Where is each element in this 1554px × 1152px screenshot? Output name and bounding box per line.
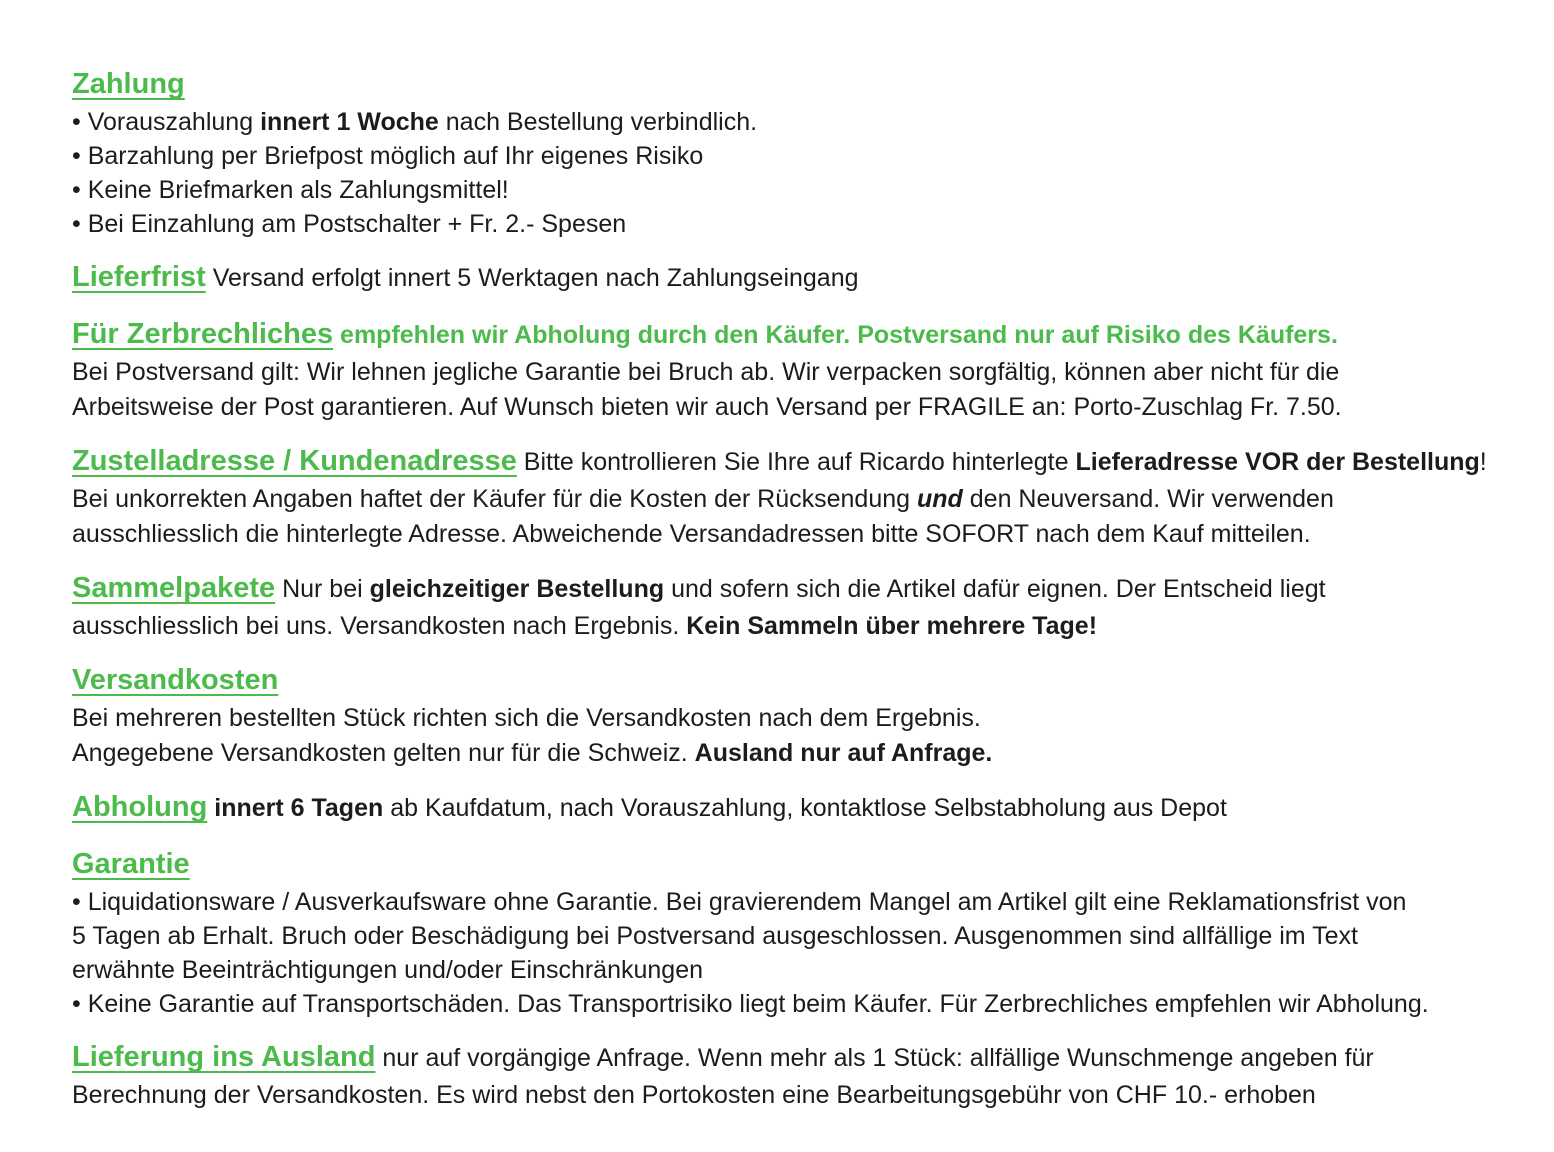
section-zahlung xyxy=(72,64,1554,241)
text-segment: ! xyxy=(1479,448,1487,476)
heading-line xyxy=(72,568,1554,609)
text-segment: nur auf vorgängige Anfrage. Wenn mehr als 1 Stück: allfällige Wunschmenge angeben für xyxy=(375,1044,1374,1072)
warranty-bullet-list xyxy=(72,885,1554,1021)
text-line: ausschliesslich die hinterlegte Adresse. Abweichende Versandadressen bitte SOFORT nach dem Kauf mitteilen. xyxy=(72,520,1311,548)
heading-line xyxy=(72,64,1554,105)
heading-line xyxy=(72,314,1554,355)
text-line xyxy=(72,736,1554,771)
section-versandkosten xyxy=(72,660,1554,771)
heading-line xyxy=(72,660,1554,701)
heading-line xyxy=(72,844,1554,885)
text-segment-bold-italic: und xyxy=(917,485,963,513)
heading-line xyxy=(72,441,1554,482)
heading-zerbrechliches: Für Zerbrechliches xyxy=(72,318,334,350)
text-segment: Bitte kontrollieren Sie Ihre auf Ricardo hinterlegte xyxy=(516,448,1076,476)
text-segment-bold: Lieferadresse VOR der Bestellung xyxy=(1075,448,1480,476)
text-segment-bold: Kein Sammeln über mehrere Tage! xyxy=(686,612,1098,640)
bullet-vorauszahlung xyxy=(72,105,1554,139)
bullet-barzahlung: • Barzahlung per Briefpost möglich auf Ihr eigenes Risiko xyxy=(72,142,704,170)
text-segment: Bei unkorrekten Angaben haftet der Käufer für die Kosten der Rücksendung xyxy=(72,485,917,513)
text-segment: nach Bestellung verbindlich. xyxy=(438,108,758,136)
text-line xyxy=(72,482,1554,517)
payment-bullet-list xyxy=(72,105,1554,241)
bullet-liquidationsware-line2: 5 Tagen ab Erhalt. Bruch oder Beschädigung bei Postversand ausgeschlossen. Ausgenommen sind allfällige im Text xyxy=(72,922,1358,950)
text-segment: den Neuversand. Wir verwenden xyxy=(962,485,1334,513)
text-segment: Versand erfolgt innert 5 Werktagen nach Zahlungseingang xyxy=(205,264,859,292)
section-lieferfrist xyxy=(72,257,1554,298)
text-line: Arbeitsweise der Post garantieren. Auf Wunsch bieten wir auch Versand per FRAGILE an: Porto-Zuschlag Fr. 7.50. xyxy=(72,393,1342,421)
text-segment-bold: Ausland nur auf Anfrage. xyxy=(694,739,993,767)
section-lieferung-ausland xyxy=(72,1037,1554,1113)
heading-line xyxy=(72,257,1554,298)
text-segment: • Vorauszahlung xyxy=(72,108,261,136)
heading-line xyxy=(72,787,1554,828)
heading-lieferung-ausland: Lieferung ins Ausland xyxy=(72,1041,376,1073)
bullet-liquidationsware-line3: erwähnte Beeinträchtigungen und/oder Einschränkungen xyxy=(72,956,704,984)
text-line: Bei Postversand gilt: Wir lehnen jegliche Garantie bei Bruch ab. Wir verpacken sorgfältig, können aber nicht für die xyxy=(72,358,1340,386)
section-abholung xyxy=(72,787,1554,828)
text-segment: ausschliesslich bei uns. Versandkosten nach Ergebnis. xyxy=(72,612,687,640)
text-segment-bold: innert 6 Tagen xyxy=(207,794,384,822)
section-zustelladresse xyxy=(72,441,1554,552)
heading-zahlung: Zahlung xyxy=(72,68,185,100)
heading-sammelpakete: Sammelpakete xyxy=(72,572,276,604)
text-line: Berechnung der Versandkosten. Es wird nebst den Portokosten eine Bearbeitungsgebühr von CHF 10.- erhoben xyxy=(72,1081,1316,1109)
text-segment-bold: gleichzeitiger Bestellung xyxy=(369,575,665,603)
heading-line xyxy=(72,1037,1554,1078)
section-zerbrechliches xyxy=(72,314,1554,425)
heading-versandkosten: Versandkosten xyxy=(72,664,279,696)
text-line xyxy=(72,609,1554,644)
text-segment-bold: innert 1 Woche xyxy=(260,108,439,136)
bullet-transportschaeden: • Keine Garantie auf Transportschäden. Das Transportrisiko liegt beim Käufer. Für Zerbrechliches empfehlen wir Abholung. xyxy=(72,990,1429,1018)
heading-zustelladresse: Zustelladresse / Kundenadresse xyxy=(72,445,517,477)
bullet-briefmarken: • Keine Briefmarken als Zahlungsmittel! xyxy=(72,176,509,204)
text-segment-green-bold: empfehlen wir Abholung durch den Käufer. Postversand nur auf Risiko des Käufers. xyxy=(333,321,1338,349)
text-segment: ab Kaufdatum, nach Vorauszahlung, kontaktlose Selbstabholung aus Depot xyxy=(383,794,1227,822)
section-sammelpakete xyxy=(72,568,1554,644)
bullet-liquidationsware-line1: • Liquidationsware / Ausverkaufsware ohne Garantie. Bei gravierendem Mangel am Artikel gilt eine Reklamationsfrist von xyxy=(72,888,1407,916)
heading-abholung: Abholung xyxy=(72,791,208,823)
text-segment: Nur bei xyxy=(275,575,370,603)
text-line: Bei mehreren bestellten Stück richten sich die Versandkosten nach dem Ergebnis. xyxy=(72,704,981,732)
heading-garantie: Garantie xyxy=(72,848,190,880)
section-garantie xyxy=(72,844,1554,1021)
text-segment: Angegebene Versandkosten gelten nur für die Schweiz. xyxy=(72,739,695,767)
bullet-einzahlung: • Bei Einzahlung am Postschalter + Fr. 2.- Spesen xyxy=(72,210,627,238)
text-segment: und sofern sich die Artikel dafür eignen. Der Entscheid liegt xyxy=(664,575,1326,603)
heading-lieferfrist: Lieferfrist xyxy=(72,261,206,293)
